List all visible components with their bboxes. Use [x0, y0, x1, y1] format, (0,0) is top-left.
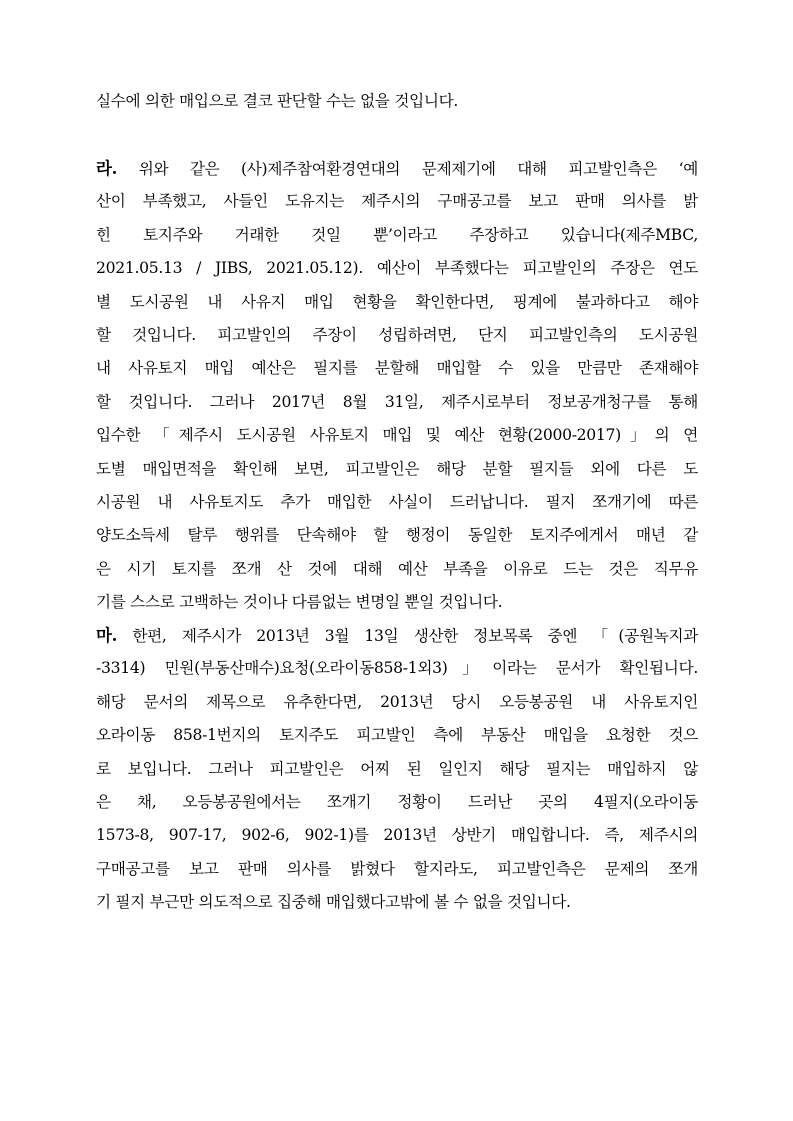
text-line: 산이 부족했고, 사들인 도유지는 제주시의 구매공고를 보고 판매 의사를 밝	[96, 192, 698, 211]
text-line: 실수에 의한 매입으로 결코 판단할 수는 없을 것입니다.	[96, 92, 459, 110]
text-line	[96, 152, 698, 185]
text-line: 별 도시공원 내 사유지 매입 현황을 확인한다면, 핑계에 불과하다고 해야	[96, 292, 698, 311]
text-line: 1573-8, 907-17, 902-6, 902-1)를 2013년 상반기 매입합니다. 즉, 제주시의	[96, 826, 698, 845]
text-line: 힌 토지주와 거래한 것일 뿐’이라고 주장하고 있습니다(제주MBC,	[96, 225, 698, 244]
paragraph-marker: 라.	[96, 159, 118, 178]
text-line: 구매공고를 보고 판매 의사를 밝혔다 할지라도, 피고발인측은 문제의 쪼개	[96, 859, 698, 878]
text-line: 시공원 내 사유토지도 추가 매입한 사실이 드러납니다. 필지 쪼개기에 따른	[96, 492, 698, 511]
paragraph-ma	[96, 619, 698, 920]
text-line: 할 것입니다. 그러나 2017년 8월 31일, 제주시로부터 정보공개청구를 통해	[96, 392, 698, 411]
text-line: 내 사유토지 매입 예산은 필지를 분할해 매입할 수 있을 만큼만 존재해야	[96, 359, 698, 378]
text-line: 은 시기 토지를 쪼개 산 것에 대해 예산 부족을 이유로 드는 것은 직무유	[96, 559, 698, 578]
text-line: 은 채, 오등봉공원에서는 쪼개기 정황이 드러난 곳의 4필지(오라이동	[96, 792, 698, 811]
text-line: 입수한 「제주시 도시공원 사유토지 매입 및 예산 현황(2000-2017)」의 연	[96, 426, 698, 445]
text-line: -3314) 민원(부동산매수)요청(오라이동858-1외3)」이라는 문서가 확인됩니다.	[96, 659, 698, 678]
text-line: 기를 스스로 고백하는 것이나 다름없는 변명일 뿐일 것입니다.	[96, 593, 503, 612]
text-line: 할 것입니다. 피고발인의 주장이 성립하려면, 단지 피고발인측의 도시공원	[96, 325, 698, 344]
text-line: 로 보입니다. 그러나 피고발인은 어찌 된 일인지 해당 필지는 매입하지 않	[96, 759, 698, 778]
text-line: 양도소득세 탈루 행위를 단속해야 할 행정이 동일한 토지주에게서 매년 같	[96, 526, 698, 545]
text-line-content: 위와 같은 (사)제주참여환경연대의 문제제기에 대해 피고발인측은 ‘예	[117, 160, 698, 178]
paragraph-continuation	[96, 85, 698, 118]
paragraph-marker: 마.	[96, 626, 118, 645]
text-line: 2021.05.13 / JIBS, 2021.05.12). 예산이 부족했다는 피고발인의 주장은 연도	[96, 259, 698, 278]
text-line	[96, 619, 698, 652]
text-line: 기 필지 부근만 의도적으로 집중해 매입했다고밖에 볼 수 없을 것입니다.	[96, 893, 571, 912]
text-line: 도별 매입면적을 확인해 보면, 피고발인은 해당 분할 필지들 외에 다른 도	[96, 459, 698, 478]
text-line-content: 한편, 제주시가 2013년 3월 13일 생산한 정보목록 중엔 「(공원녹지과	[117, 627, 698, 645]
paragraph-ra	[96, 152, 698, 619]
text-line: 해당 문서의 제목으로 유추한다면, 2013년 당시 오등봉공원 내 사유토지인	[96, 692, 698, 711]
text-line: 오라이동 858-1번지의 토지주도 피고발인 측에 부동산 매입을 요청한 것으	[96, 726, 698, 745]
